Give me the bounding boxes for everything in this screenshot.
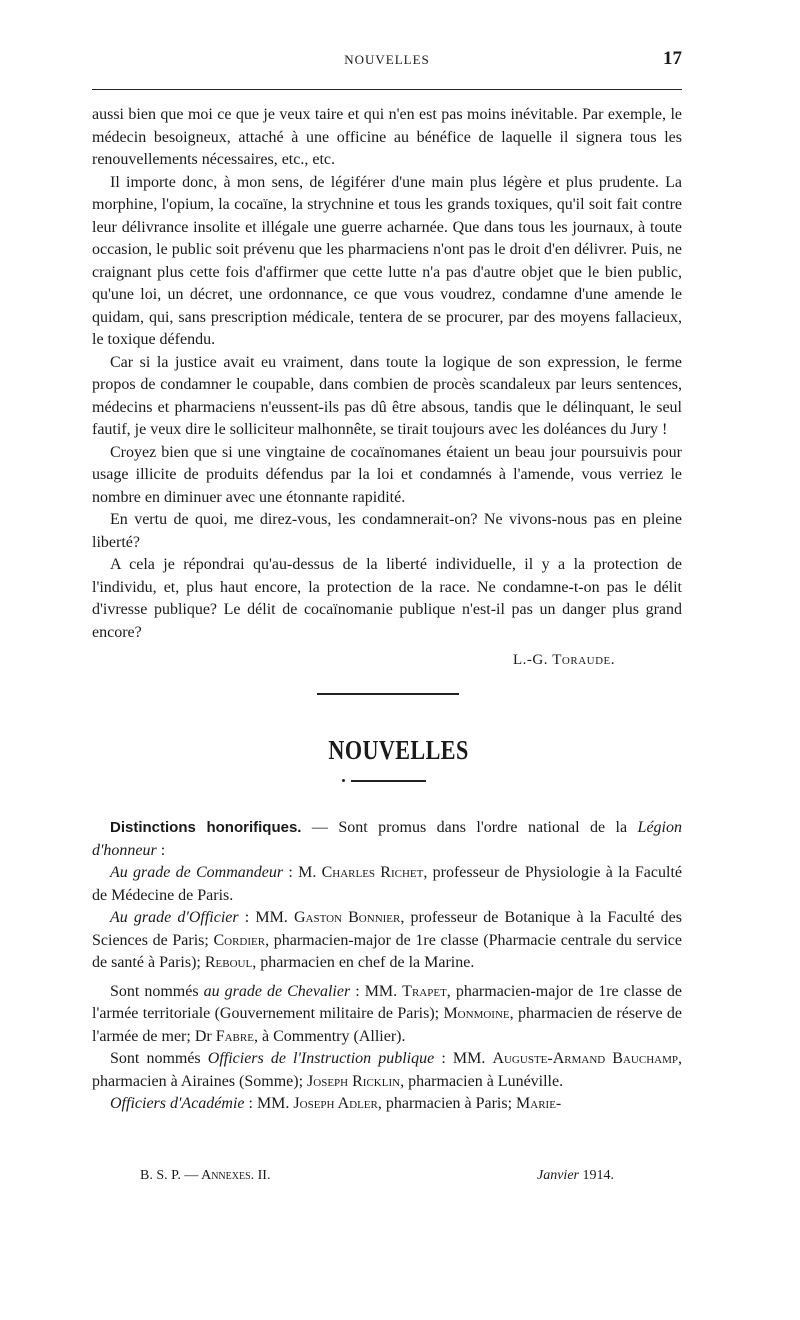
- article-paragraph: aussi bien que moi ce que je veux taire et qui n'en est pas moins inévitable. Par exemple, le médecin besoigneux, attaché à une officine au bénéfice de laquelle il signera tous les renouvellements nécessaires, etc., etc.: [92, 106, 682, 168]
- footer-month: Janvier: [537, 1168, 579, 1183]
- title-dot: [342, 779, 345, 782]
- running-title: NOUVELLES: [344, 52, 430, 67]
- instruction-text-end: , pharmacien à Lunéville.: [400, 1072, 564, 1090]
- chevalier-text: : MM.: [350, 982, 403, 1000]
- academie-paragraph: [92, 1093, 682, 1116]
- commandeur-text: : M.: [283, 864, 322, 881]
- page-footer: [140, 1168, 660, 1188]
- chevalier-text: , pharmacien de réserve de l'armée de mer; Dr: [92, 1005, 683, 1045]
- instruction-name: Auguste-Armand Bauchamp: [492, 1050, 678, 1067]
- article-paragraph: A cela je répondrai qu'au-dessus de la liberté individuelle, il y a la protection de l'individu, et, plus haut encore, la protection de la race. Ne condamne-t-on pas le délit d'ivresse publique? Le délit de cocaïnomanie publique n'est-il pas un danger plus grand encore?: [92, 556, 682, 641]
- instruction-text: , pharmacien à Airaines (Somme);: [92, 1050, 682, 1090]
- news-lead-paragraph: [92, 817, 682, 862]
- officier-text: : MM.: [238, 909, 294, 926]
- chevalier-name: Trapet: [402, 982, 447, 1000]
- lead-heading: Distinctions honorifiques.: [110, 819, 302, 836]
- article-paragraph: Croyez bien que si une vingtaine de cocaïnomanes étaient un beau jour poursuivis pour usage illicite de produits défendus par la loi et condamnés à l'amende, vous verriez le nombre en diminuer avec une étonnante rapidité.: [92, 443, 682, 506]
- footer-year: 1914.: [578, 1168, 614, 1183]
- officier-name: Gaston Bonnier: [293, 909, 401, 926]
- author-signature: [513, 652, 615, 669]
- signature-name: Toraude.: [552, 652, 615, 668]
- instruction-text: : MM.: [434, 1050, 493, 1067]
- chevalier-text: Sont nommés: [110, 982, 204, 1000]
- officier-text: , professeur de Botanique à la Faculté des Sciences de Paris;: [92, 909, 682, 949]
- page-number: 17: [663, 48, 682, 69]
- signature-initials: L.-G.: [513, 652, 553, 668]
- footer-date: [537, 1168, 614, 1184]
- academie-text: , pharmacien à Paris;: [377, 1095, 517, 1112]
- chevalier-text: , pharmacien-major de 1re classe de l'armée territoriale (Gouvernement militaire de Paris);: [92, 982, 683, 1022]
- footer-journal: B. S. P. — Annexes. II.: [140, 1168, 271, 1183]
- chevalier-name: Monmoine: [443, 1005, 510, 1022]
- commandeur-name: Charles Richet: [321, 864, 424, 881]
- commandeur-text-end: , professeur de Physiologie à la Faculté de Médecine de Paris.: [92, 864, 682, 904]
- commandeur-paragraph: [92, 862, 682, 907]
- instruction-name: Joseph Ricklin: [307, 1072, 401, 1090]
- page-header: [92, 50, 682, 80]
- chevalier-text-end: , à Commentry (Allier).: [253, 1027, 406, 1045]
- chevalier-name: Fabre: [215, 1027, 254, 1045]
- officier-name: Reboul: [204, 954, 253, 971]
- header-rule: [92, 89, 682, 90]
- chevalier-grade: au grade de Chevalier: [203, 982, 351, 1000]
- officier-text: , pharmacien-major de 1re classe (Pharmacie centrale du service de santé à Paris);: [92, 931, 682, 971]
- officier-name: Cordier: [213, 931, 266, 949]
- officier-grade: Au grade d'Officier: [110, 909, 239, 926]
- academie-text: : MM.: [244, 1095, 294, 1112]
- lead-text: — Sont promus dans l'ordre national de la: [301, 819, 638, 836]
- article-paragraph: En vertu de quoi, me direz-vous, les condamnerait-on? Ne vivons-nous pas en pleine liberté?: [92, 511, 682, 551]
- section-title: NOUVELLES: [328, 735, 469, 765]
- chevalier-paragraph: [92, 981, 682, 1049]
- article-body: [92, 104, 682, 644]
- commandeur-grade: Au grade de Commandeur: [110, 864, 284, 881]
- lead-text-end: :: [156, 841, 166, 859]
- lead-italic: Légion d'honneur: [92, 819, 682, 859]
- instruction-grade: Officiers de l'Instruction publique: [207, 1050, 435, 1067]
- news-body: [92, 817, 682, 1116]
- article-paragraph: Car si la justice avait eu vraiment, dans toute la logique de son expression, le ferme propos de condamner le coupable, dans combien de procès scandaleux par leurs sentences, médecins et pharmaciens n'eussent-ils pas dû être absous, tandis que le délinquant, le seul fautif, je veux dire le solliciteur malhonnête, se tirait toujours avec les doléances du Jury !: [92, 353, 682, 438]
- officier-text-end: , pharmacien en chef de la Marine.: [252, 954, 475, 971]
- article-paragraph: Il importe donc, à mon sens, de légiférer d'une main plus légère et plus prudente. La morphine, l'opium, la cocaïne, la strychnine et tous les grands toxiques, qu'il soit fait contre leur délivrance insolite et illégale une guerre acharnée. Que dans tous les journaux, à toute occasion, le public soit prévenu que les pharmaciens n'ont pas le droit d'en délivrer. Puis, ne craignant plus cette fois d'affirmer que cette lutte n'a pas d'autre objet que le bien public, qu'une loi, un décret, une ordonnance, ce que vous voudrez, condamne d'une amende le quidam, qui, sans prescription médicale, tentera de se procurer, par des moyens fallacieux, le toxique défendu.: [92, 173, 682, 348]
- officier-paragraph: [92, 907, 682, 975]
- academie-grade: Officiers d'Académie: [110, 1095, 245, 1112]
- academie-name: Marie-: [516, 1095, 562, 1112]
- section-separator: [317, 693, 459, 695]
- instruction-text: Sont nommés: [110, 1050, 208, 1067]
- instruction-paragraph: [92, 1048, 682, 1093]
- academie-name: Joseph Adler: [293, 1095, 378, 1112]
- title-rule: [351, 780, 426, 782]
